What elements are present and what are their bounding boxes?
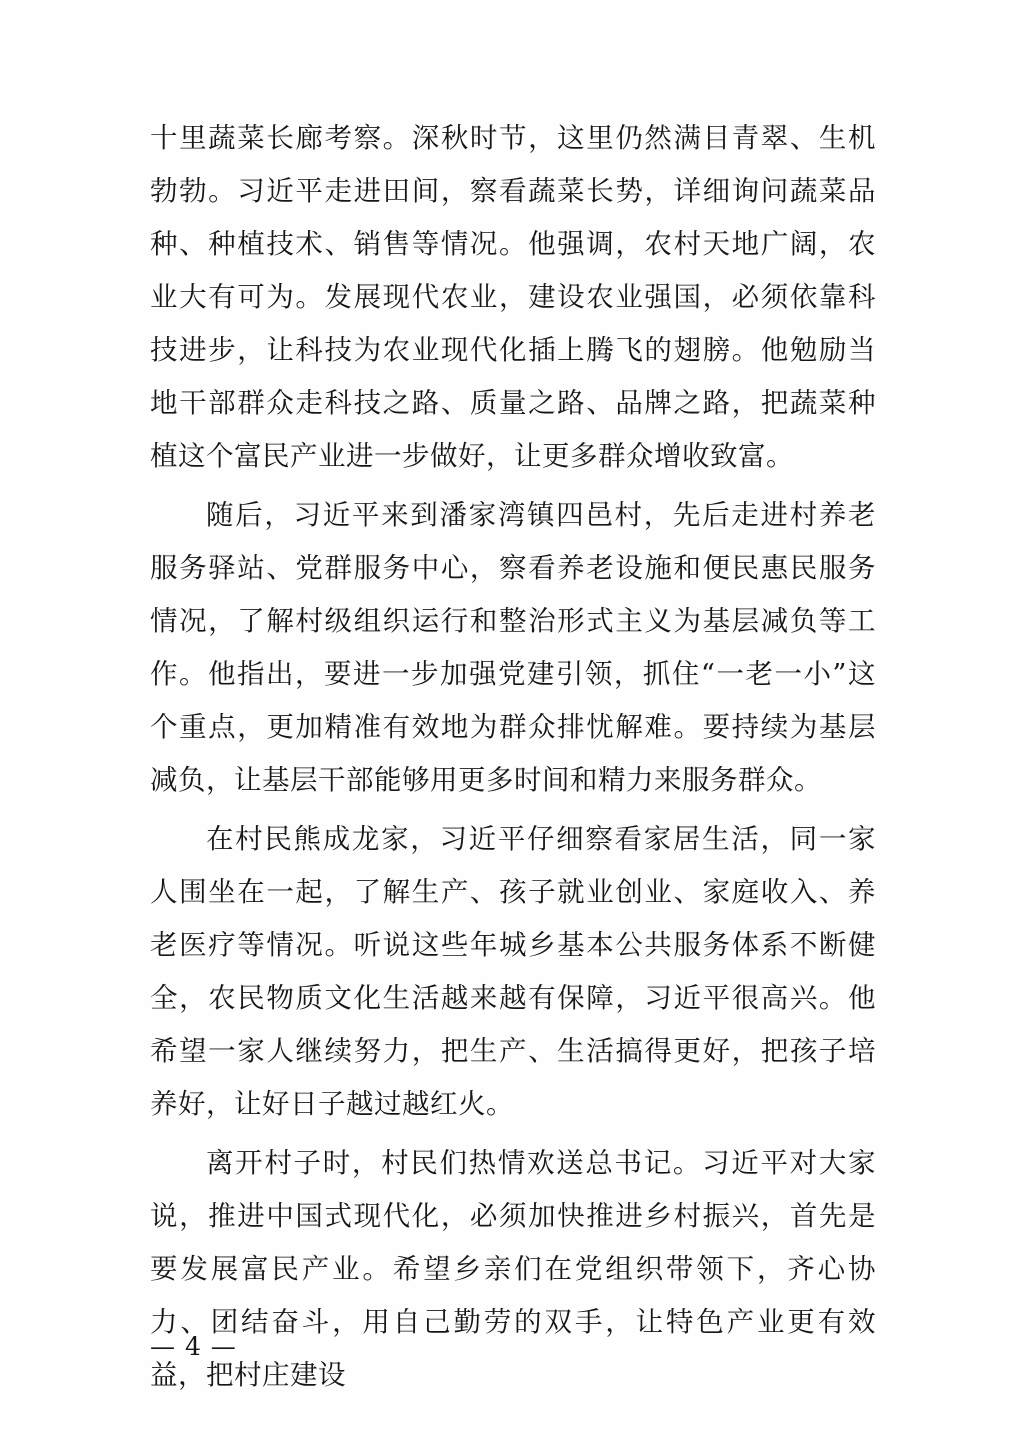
document-text-body	[150, 112, 876, 1408]
paragraph-3: 在村民熊成龙家，习近平仔细察看家居生活，同一家人围坐在一起，了解生产、孩子就业创业、家庭收入、养老医疗等情况。听说这些年城乡基本公共服务体系不断健全，农民物质文化生活越来越有保障，习近平很高兴。他希望一家人继续努力，把生产、生活搞得更好，把孩子培养好，让好日子越过越红火。	[150, 823, 876, 1120]
paragraph-4: 离开村子时，村民们热情欢送总书记。习近平对大家说，推进中国式现代化，必须加快推进乡村振兴，首先是要发展富民产业。希望乡亲们在党组织带领下，齐心协力、团结奋斗，用自己勤劳的双手，让特色产业更有效益，把村庄建设	[150, 1147, 876, 1391]
paragraph-1: 十里蔬菜长廊考察。深秋时节，这里仍然满目青翠、生机勃勃。习近平走进田间，察看蔬菜长势，详细询问蔬菜品种、种植技术、销售等情况。他强调，农村天地广阔，农业大有可为。发展现代农业，建设农业强国，必须依靠科技进步，让科技为农业现代化插上腾飞的翅膀。他勉励当地干部群众走科技之路、质量之路、品牌之路，把蔬菜种植这个富民产业进一步做好，让更多群众增收致富。	[150, 122, 876, 472]
page-number: — 4 —	[150, 1332, 237, 1361]
paragraph-2: 随后，习近平来到潘家湾镇四邑村，先后走进村养老服务驿站、党群服务中心，察看养老设施和便民惠民服务情况，了解村级组织运行和整治形式主义为基层减负等工作。他指出，要进一步加强党建引领，抓住“一老一小”这个重点，更加精准有效地为群众排忧解难。要持续为基层减负，让基层干部能够用更多时间和精力来服务群众。	[150, 499, 876, 796]
